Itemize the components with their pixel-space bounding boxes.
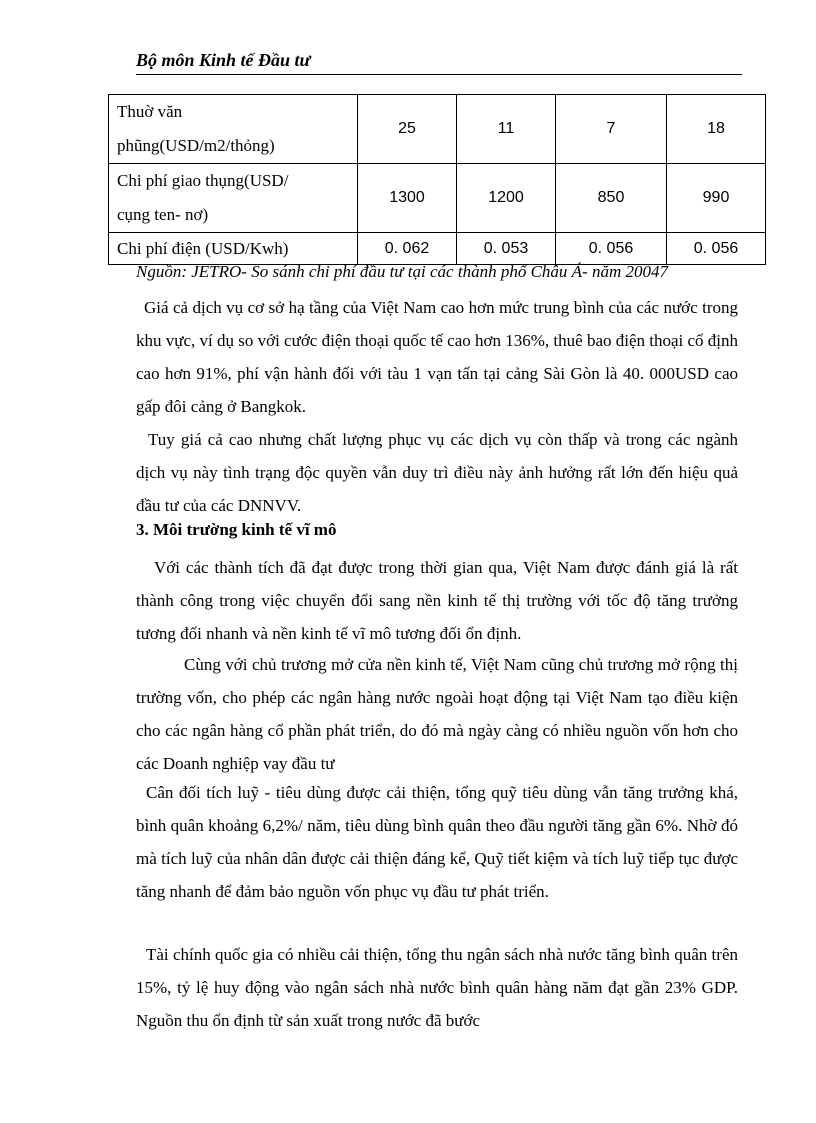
table-cell: 0. 056 xyxy=(667,233,766,265)
table-row xyxy=(109,233,766,265)
row-label xyxy=(109,95,358,164)
table-cell: 11 xyxy=(457,95,556,164)
page-header xyxy=(136,50,742,75)
paragraph: Cùng với chủ trương mở cửa nền kinh tế, Việt Nam cũng chủ trương mở rộng thị trường vốn, cho phép các ngân hàng nước ngoài hoạt động tại Việt Nam tạo điều kiện cho các ngân hàng cổ phần phát triển, do đó mà ngày càng có nhiều nguồn vốn hơn cho các Doanh nghiệp vay đầu tư xyxy=(136,655,738,773)
table-cell: 0. 053 xyxy=(457,233,556,265)
row-label-line: Chi phí giao thụng(USD/ xyxy=(117,171,289,190)
paragraph: Tài chính quốc gia có nhiều cải thiện, tổng thu ngân sách nhà nước tăng bình quân trên 15%, tỷ lệ huy động vào ngân sách nhà nước bình quân hàng năm đạt gần 23% GDP. Nguồn thu ổn định từ sản xuất trong nước đã bước xyxy=(136,945,738,1030)
table-cell: 1200 xyxy=(457,164,556,233)
row-label-line: Chi phí điện (USD/Kwh) xyxy=(117,238,289,258)
paragraph: Cân đối tích luỹ - tiêu dùng được cải thiện, tổng quỹ tiêu dùng vẫn tăng trưởng khá, bình quân khoảng 6,2%/ năm, tiêu dùng bình quân theo đầu người tăng gần 6%. Nhờ đó mà tích luỹ của nhân dân được cải thiện đáng kể, Quỹ tiết kiệm và tích luỹ tiếp tục được tăng nhanh để đảm bảo nguồn vốn phục vụ đầu tư phát triển. xyxy=(136,783,738,901)
paragraph: Với các thành tích đã đạt được trong thời gian qua, Việt Nam được đánh giá là rất thành công trong việc chuyển đổi sang nền kinh tế thị trường với tốc độ tăng trưởng tương đối nhanh và nền kinh tế vĩ mô tương đối ổn định. xyxy=(136,558,738,643)
table-source-note: Nguồn: JETRO- So sánh chi phí đầu tư tại các thành phố Châu Á- năm 20047 xyxy=(136,262,668,281)
table-cell: 18 xyxy=(667,95,766,164)
cost-table xyxy=(108,94,766,265)
paragraph: Giá cả dịch vụ cơ sở hạ tầng của Việt Nam cao hơn mức trung bình của các nước trong khu vực, ví dụ so với cước điện thoại quốc tế cao hơn 136%, thuê bao điện thoại cố định cao hơn 91%, phí vận hành đối với tàu 1 vạn tấn tại cảng Sài Gòn là 40. 000USD cao gấp đôi cảng ở Bangkok. xyxy=(136,298,739,416)
row-label-line: phũng(USD/m2/thỏng) xyxy=(117,136,275,155)
table-cell: 850 xyxy=(556,164,667,233)
row-label-line: Thuờ văn xyxy=(117,102,183,121)
paragraph: Tuy giá cả cao nhưng chất lượng phục vụ các dịch vụ còn thấp và trong các ngành dịch vụ này tình trạng độc quyền vẫn duy trì điều này ảnh hưởng rất lớn đến hiệu quả đầu tư của các DNNVV. xyxy=(136,430,738,515)
table-cell: 1300 xyxy=(358,164,457,233)
row-label-line: cụng ten- nơ) xyxy=(117,205,209,224)
section-heading: 3. Môi trường kinh tế vĩ mô xyxy=(136,520,337,539)
table-cell: 25 xyxy=(358,95,457,164)
row-label xyxy=(109,164,358,233)
table-cell: 7 xyxy=(556,95,667,164)
table-row xyxy=(109,95,766,164)
row-label xyxy=(109,233,358,265)
table-cell: 0. 062 xyxy=(358,233,457,265)
table-cell: 990 xyxy=(667,164,766,233)
table-row xyxy=(109,164,766,233)
header-title: Bộ môn Kinh tế Đầu tư xyxy=(136,50,311,70)
table-cell: 0. 056 xyxy=(556,233,667,265)
